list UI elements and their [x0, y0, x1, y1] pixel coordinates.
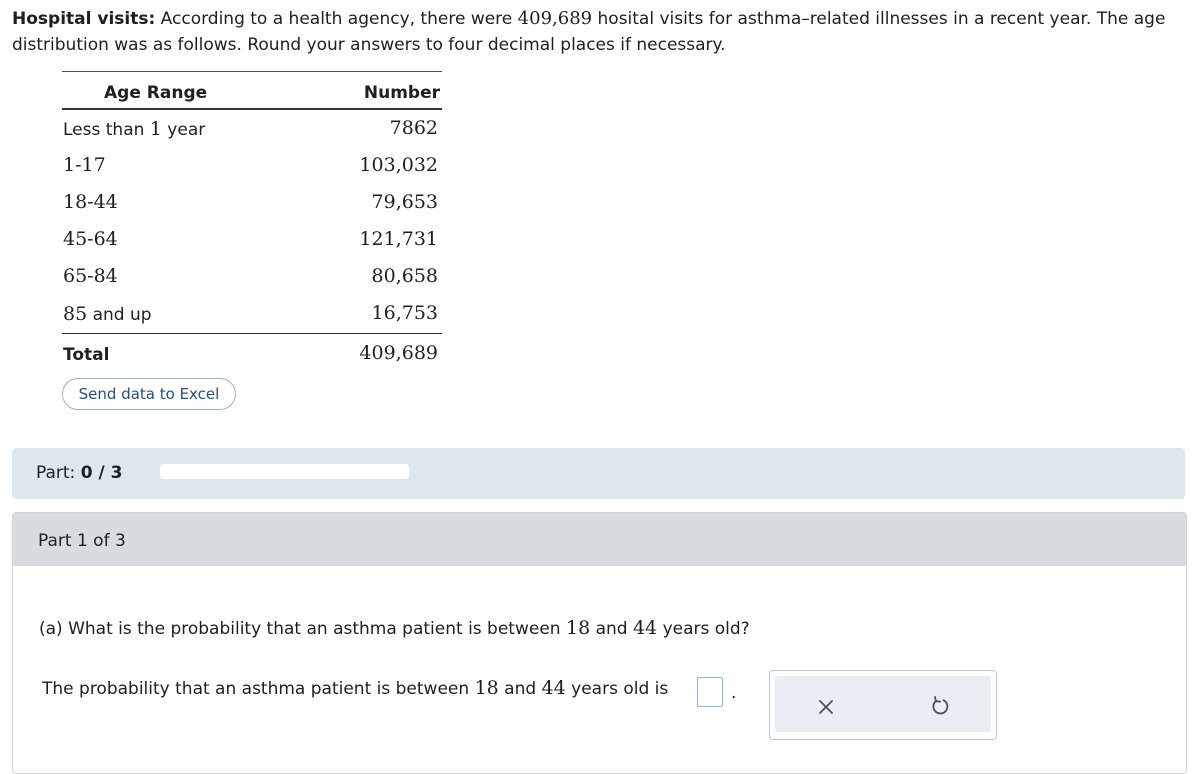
- problem-total: 409,689: [517, 8, 593, 29]
- number-cell: 80,658: [371, 265, 438, 287]
- answer-period: .: [731, 683, 737, 703]
- part-1-card: [12, 512, 1187, 774]
- answer-prefix: The probability that an asthma patient is between: [42, 679, 470, 699]
- answer-sentence: [42, 677, 668, 699]
- question-suffix: years old?: [662, 619, 750, 639]
- question-prefix: (a) What is the probability that an asthma patient is between: [39, 619, 561, 639]
- number-cell: 79,653: [371, 191, 438, 213]
- part-progress-bar: [12, 448, 1185, 499]
- header-age-range: Age Range: [104, 83, 208, 103]
- problem-text-2: hosital visits for asthma–related illnesses in a recent year. The age distribution was as follows. Round your answers to four decimal places if necessary.: [12, 9, 1166, 55]
- undo-icon: [925, 692, 955, 722]
- age-suffix: year: [167, 120, 206, 140]
- question-age-high: 44: [632, 617, 658, 639]
- table-row: [62, 259, 442, 296]
- answer-tools-panel: [769, 670, 997, 740]
- x-icon: [811, 692, 841, 722]
- number-cell: 121,731: [359, 228, 438, 250]
- age-cell: 1-17: [63, 154, 106, 176]
- answer-age-high: 44: [541, 677, 566, 699]
- send-to-excel-button[interactable]: Send data to Excel: [62, 378, 236, 410]
- age-number: 85: [63, 303, 88, 325]
- part-progress-count: 0 / 3: [80, 463, 123, 483]
- undo-button[interactable]: [925, 692, 955, 722]
- table-row: [62, 185, 442, 222]
- table-row: [62, 222, 442, 259]
- clear-button[interactable]: [811, 692, 841, 722]
- question-and: and: [595, 619, 628, 639]
- age-number: 1: [149, 118, 162, 140]
- progress-track: [160, 464, 409, 479]
- part-progress-label: [36, 463, 122, 483]
- table-row: [62, 296, 442, 333]
- total-label: Total: [63, 345, 110, 365]
- table-total-rule: [62, 333, 442, 334]
- answer-input[interactable]: [697, 677, 723, 707]
- table-header-rule: [62, 108, 442, 110]
- table-top-rule: [62, 71, 442, 72]
- header-number: Number: [363, 83, 440, 103]
- number-cell: 16,753: [371, 302, 438, 324]
- part-card-header: [13, 513, 1186, 566]
- number-cell: 7862: [389, 117, 438, 139]
- table-row: [62, 111, 442, 148]
- answer-tools-inner: [775, 676, 991, 732]
- question-age-low: 18: [565, 617, 591, 639]
- age-prefix: Less than: [63, 120, 145, 140]
- number-cell: 103,032: [359, 154, 438, 176]
- age-cell: 18-44: [63, 191, 118, 213]
- problem-text-1: According to a health agency, there were: [160, 9, 513, 29]
- part-label-text: Part:: [36, 463, 76, 483]
- problem-lead: Hospital visits:: [12, 9, 156, 29]
- table-row: [62, 148, 442, 185]
- answer-age-low: 18: [474, 677, 499, 699]
- age-cell: [63, 118, 205, 140]
- age-cell: 65-84: [63, 265, 118, 287]
- question-text: [39, 617, 750, 639]
- answer-suffix: years old is: [571, 679, 669, 699]
- age-cell: [63, 303, 152, 325]
- age-cell: 45-64: [63, 228, 118, 250]
- part-card-title: Part 1 of 3: [38, 531, 126, 551]
- answer-and: and: [504, 679, 537, 699]
- total-value: 409,689: [359, 342, 438, 364]
- problem-statement: [12, 6, 1182, 58]
- age-suffix: and up: [92, 305, 152, 325]
